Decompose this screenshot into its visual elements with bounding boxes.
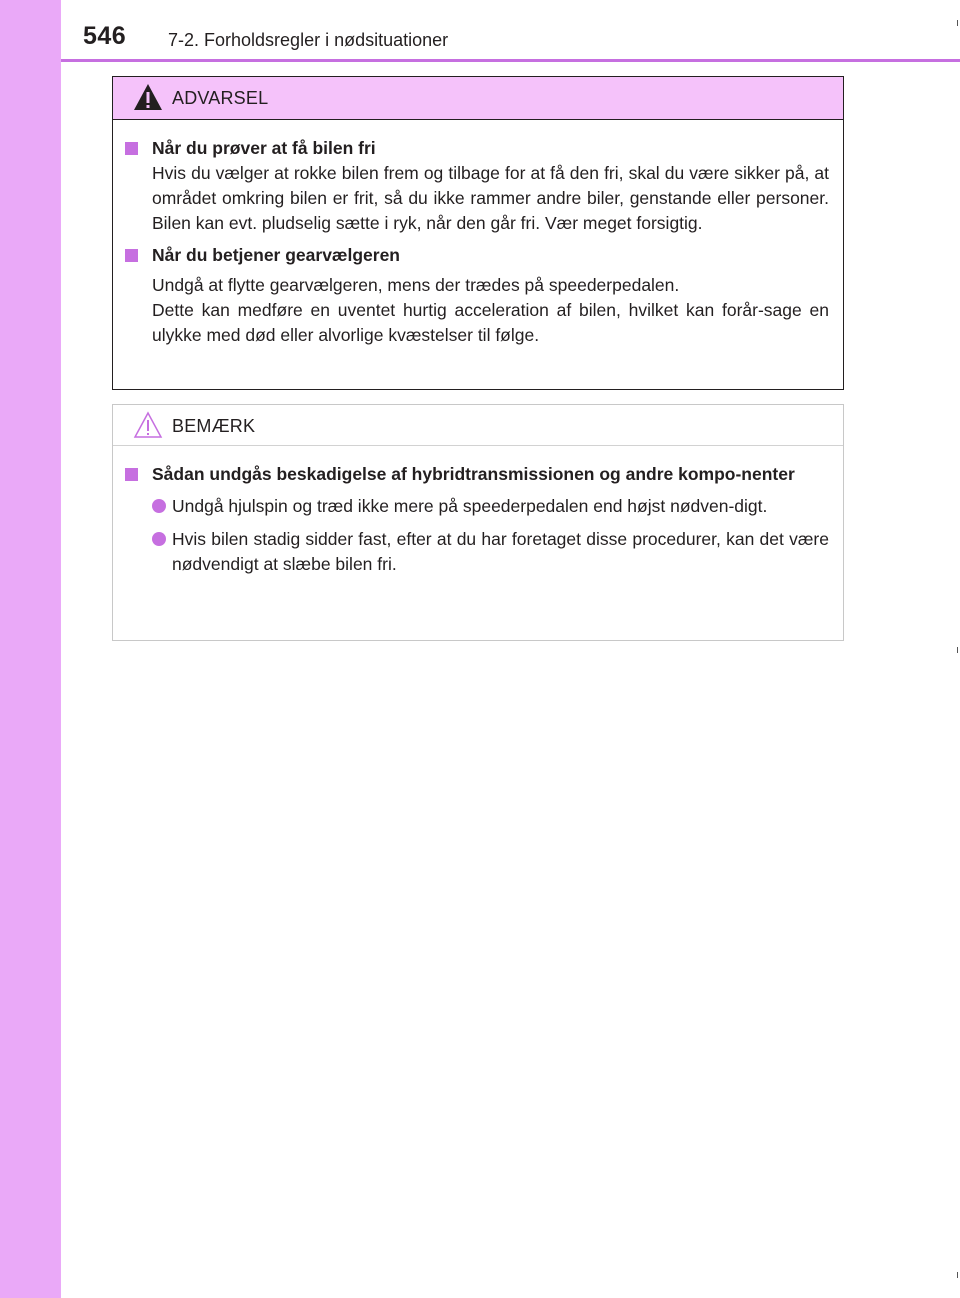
heading-text: Når du betjener gearvælgeren (152, 245, 400, 265)
notice-bullet (125, 494, 829, 519)
warning-heading-2 (125, 243, 829, 268)
crop-mark (957, 20, 958, 26)
heading-square-marker (125, 468, 138, 481)
notice-box-header (113, 405, 843, 446)
heading-text: Sådan undgås beskadigelse af hybridtransmissionen og andre kompo-nenter (152, 464, 795, 484)
notice-box-body (113, 446, 843, 577)
heading-square-marker (125, 249, 138, 262)
warning-box (112, 76, 844, 390)
chapter-side-band (0, 0, 61, 1298)
warning-triangle-icon (133, 83, 163, 111)
warning-box-body (113, 120, 843, 348)
notice-heading (125, 462, 829, 487)
page-number: 546 (83, 22, 127, 50)
header-corner-band (0, 0, 61, 60)
bullet-text: Undgå hjulspin og træd ikke mere på speederpedalen end højst nødven-digt. (172, 496, 768, 516)
notice-bullet (125, 527, 829, 577)
warning-heading-1 (125, 136, 829, 161)
heading-square-marker (125, 142, 138, 155)
warning-paragraph: Undgå at flytte gearvælgeren, mens der trædes på speederpedalen. (152, 275, 680, 295)
warning-box-header (113, 77, 843, 120)
crop-mark (957, 1272, 958, 1278)
bullet-dot (152, 532, 166, 546)
bullet-dot (152, 499, 166, 513)
section-title: 7-2. Forholdsregler i nødsituationer (168, 30, 449, 50)
page-header (0, 0, 960, 60)
notice-box-title: BEMÆRK (172, 416, 256, 436)
crop-mark (957, 647, 958, 653)
header-rule (61, 59, 960, 62)
warning-paragraph: Hvis du vælger at rokke bilen frem og tilbage for at få den fri, skal du være sikker på, at området omkring bilen er frit, så du ikke rammer andre biler, genstande eller personer. Bilen kan evt. pludselig sætte i ryk, når den går fri. Vær meget forsigtig. (152, 163, 829, 233)
caution-triangle-outline-icon (133, 411, 163, 439)
warning-box-title: ADVARSEL (172, 88, 269, 108)
notice-box (112, 404, 844, 641)
warning-paragraph: Dette kan medføre en uventet hurtig acceleration af bilen, hvilket kan forår-sage en ulykke med død eller alvorlige kvæstelser til følge. (152, 300, 829, 345)
bullet-text: Hvis bilen stadig sidder fast, efter at du har foretaget disse procedurer, kan det være nødvendigt at slæbe bilen fri. (172, 529, 829, 574)
heading-text: Når du prøver at få bilen fri (152, 138, 376, 158)
